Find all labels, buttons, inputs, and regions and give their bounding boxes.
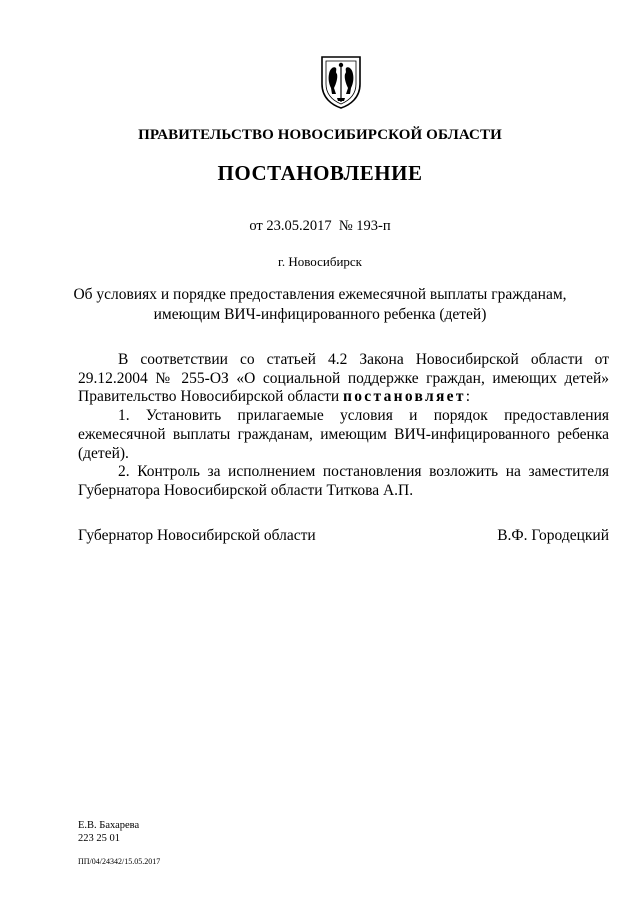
city: г. Новосибирск — [277, 254, 362, 269]
subject-line-2: имеющим ВИЧ-инфицированного ребенка (детей) — [153, 306, 487, 323]
signatory-name: В.Ф. Городецкий — [497, 527, 609, 544]
document-id: ПП/04/24342/15.05.2017 — [78, 857, 161, 866]
executor-phone: 223 25 01 — [78, 832, 120, 844]
novosibirsk-coat-of-arms-icon — [318, 54, 364, 110]
government-name: ПРАВИТЕЛЬСТВО НОВОСИБИРСКОЙ ОБЛАСТИ — [138, 127, 502, 143]
executor-block — [78, 820, 139, 845]
item-2-paragraph: 2. Контроль за исполнением постановления возложить на заместителя Губернатора Новосибирской области Титкова А.П. — [78, 463, 609, 499]
document-body — [78, 351, 609, 501]
decree-word: постановляет — [343, 388, 466, 406]
document-subject — [0, 285, 640, 325]
subject-line-1: Об условиях и порядке предоставления ежемесячной выплаты гражданам, — [73, 286, 567, 303]
signatory-position: Губернатор Новосибирской области — [78, 527, 316, 544]
document-type-title: ПОСТАНОВЛЕНИЕ — [217, 161, 423, 185]
preamble-text: В соответствии со статьей 4.2 Закона Новосибирской области от 29.12.2004 № 255-ОЗ «О социальной поддержке граждан, имеющих детей» Правительство Новосибирской области — [78, 351, 609, 406]
item-1-paragraph: 1. Установить прилагаемые условия и порядок предоставления ежемесячной выплаты гражданам, имеющим ВИЧ-инфицированного ребенка (детей). — [78, 407, 609, 462]
preamble-paragraph — [78, 351, 609, 407]
date-number-line: от 23.05.2017 № 193-п — [249, 218, 391, 234]
decree-colon: : — [465, 388, 471, 406]
executor-name: Е.В. Бахарева — [78, 820, 140, 831]
